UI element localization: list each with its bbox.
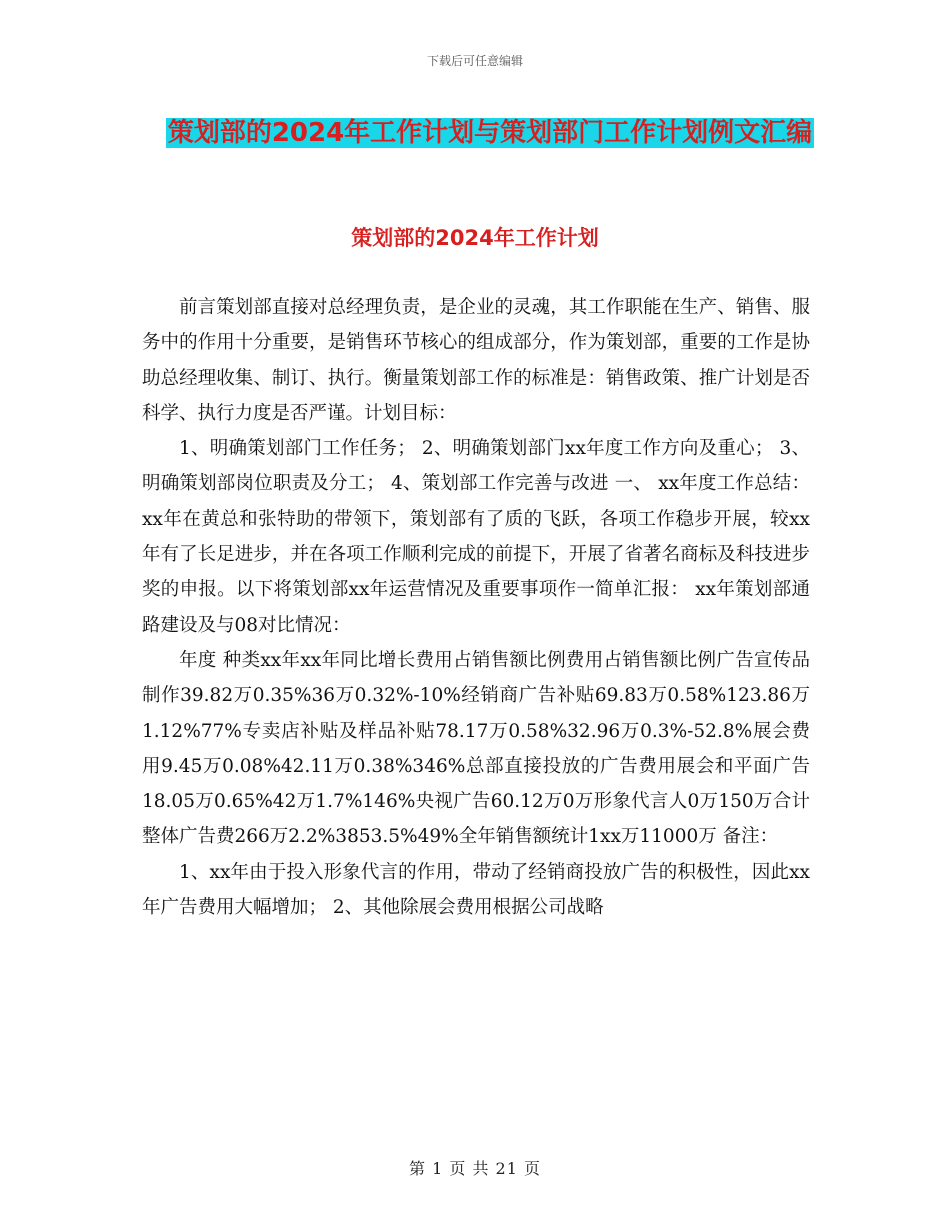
paragraph-notes: 1、xx年由于投入形象代言的作用，带动了经销商投放广告的积极性，因此xx年广告费用大幅增加； 2、其他除展会费用根据公司战略 [142,861,810,919]
document-title [150,110,830,156]
page-number: 第 1 页 共 21 页 [409,1159,541,1178]
document-body [142,290,810,925]
paragraph-table-data: 年度 种类xx年xx年同比增长费用占销售额比例费用占销售额比例广告宣传品制作39.82万0.35%36万0.32%-10%经销商广告补贴69.83万0.58%123.86万1.12%77%专卖店补贴及样品补贴78.17万0.58%32.96万0.3%-52.8%展会费用9.45万0.08%42.11万0.38%346%总部直接投放的广告费用展会和平面广告18.05万0.65%42万1.7%146%央视广告60.12万0万形象代言人0万150万合计整体广告费266万2.2%3853.5%49%全年销售额统计1xx万11000万 备注： [142,649,810,848]
paragraph-goals: 1、明确策划部门工作任务； 2、明确策划部门xx年度工作方向及重心； 3、明确策划部岗位职责及分工； 4、策划部工作完善与改进 一、 xx年度工作总结： xx年在黄总和张特助的带领下，策划部有了质的飞跃，各项工作稳步开展，较xx年有了长足进步，并在各项工作顺利完成的前提下，开展了省著名商标及科技进步奖的申报。以下将策划部xx年运营情况及重要事项作一简单汇报： xx年策划部通路建设及与08对比情况： [142,438,810,636]
section-title: 策划部的2024年工作计划 [351,226,599,250]
document-title-highlight: 策划部的2024年工作计划与策划部门工作计划例文汇编 [167,118,813,148]
paragraph-intro: 前言策划部直接对总经理负责，是企业的灵魂，其工作职能在生产、销售、服务中的作用十分重要，是销售环节核心的组成部分，作为策划部，重要的工作是协助总经理收集、制订、执行。衡量策划部工作的标准是：销售政策、推广计划是否科学、执行力度是否严谨。计划目标： [142,297,810,424]
header-note: 下载后可任意编辑 [426,54,523,68]
